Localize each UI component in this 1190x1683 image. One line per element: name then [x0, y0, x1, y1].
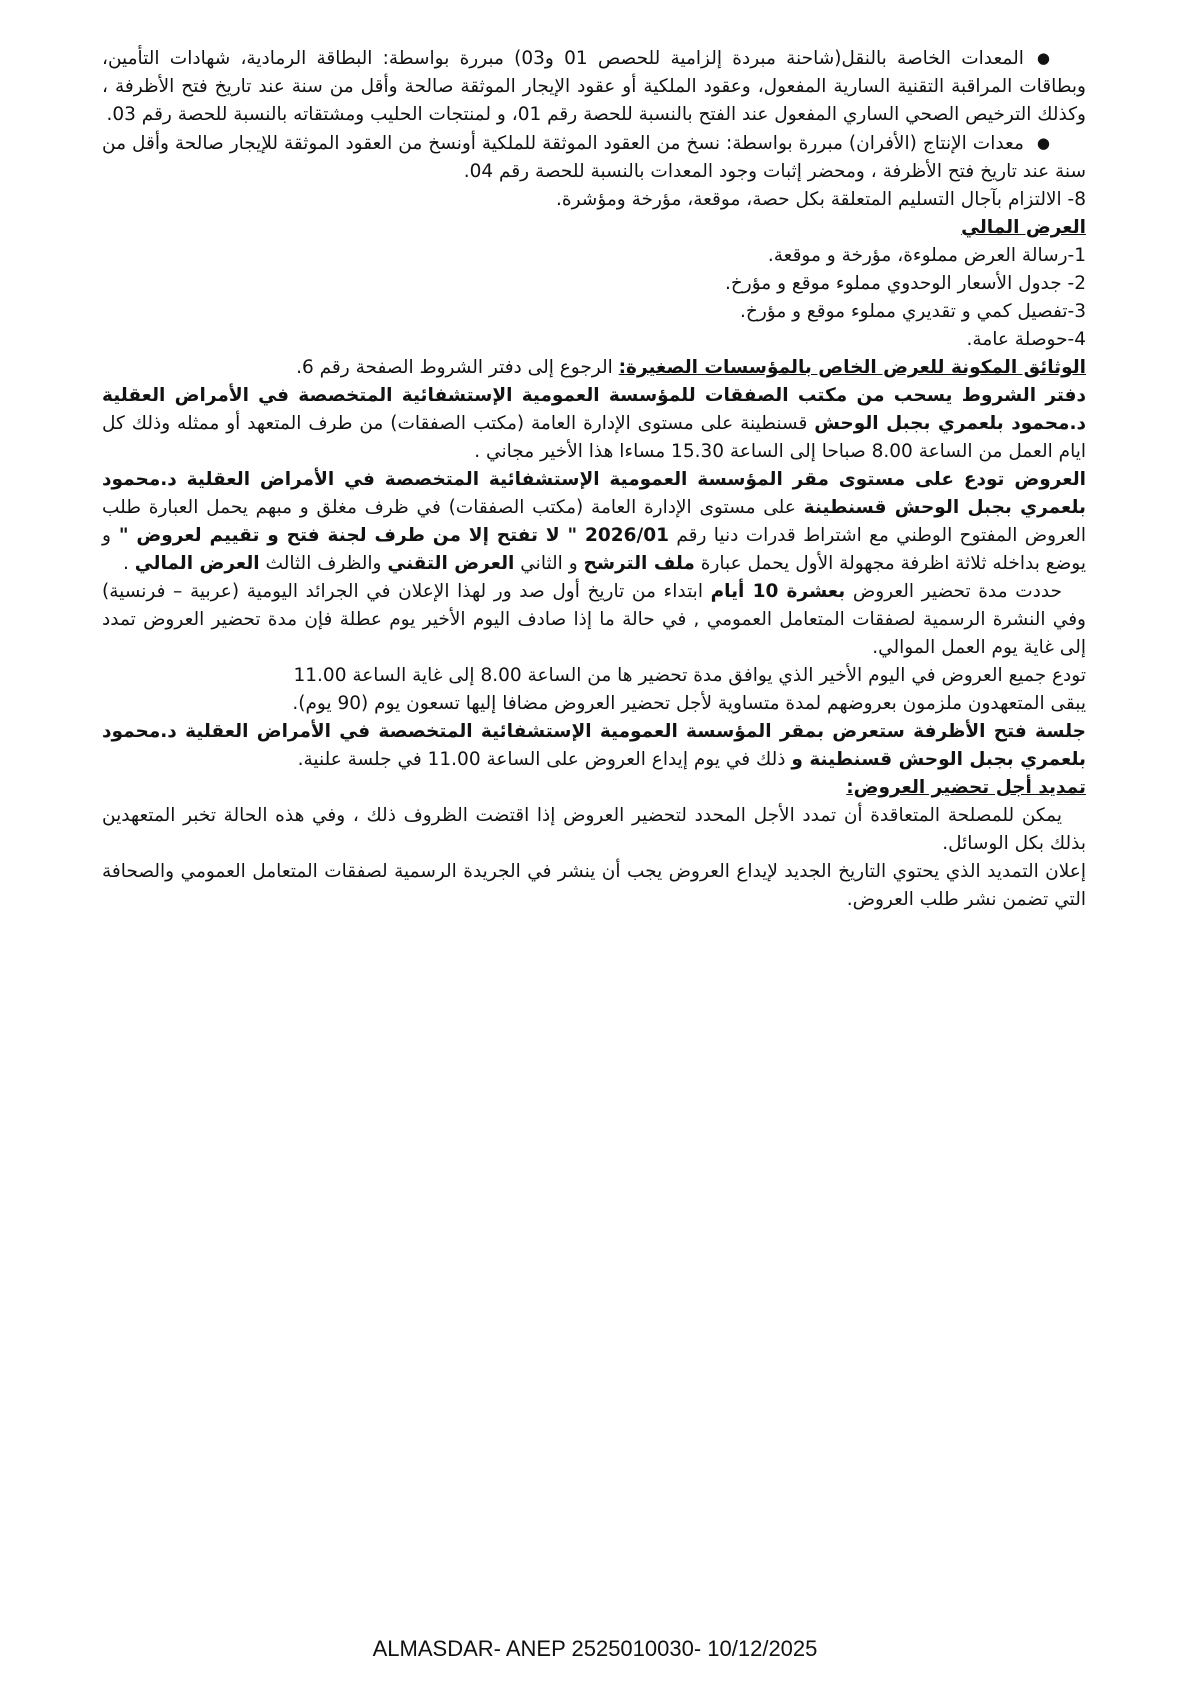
section-heading-text: تمديد أجل تحضير العروض:: [846, 777, 1086, 798]
section-heading-extension: [102, 774, 1086, 802]
paragraph-delivery-obligation: 8- الالتزام بآجال التسليم المتعلقة بكل حصة، موقعة، مؤرخة ومؤشرة.: [556, 189, 1086, 210]
paragraph-offers-deposit: [102, 466, 1086, 578]
paragraph-small-enterprises-documents: [102, 354, 1086, 382]
paragraph-offers-validity: يبقى المتعهدون ملزمون بعروضهم لمدة متساوية لأجل تحضير العروض مضافا إليها تسعون يوم (90 يوم).: [292, 693, 1086, 714]
paragraph-opening-session: [102, 718, 1086, 774]
paragraph-preparation-period: [102, 578, 1086, 662]
paragraph-cahier-withdrawal: [102, 382, 1086, 466]
paragraph-submission-day: تودع جميع العروض في اليوم الأخير الذي يوافق مدة تحضير ها من الساعة 8.00 إلى غاية الساعة 11.00: [293, 665, 1086, 686]
preparation-duration: بعشرة 10 أيام: [710, 581, 846, 602]
opening-session-institution-text: جلسة فتح الأظرفة ستعرض بمقر المؤسسة العمومية الإستشفائية المتخصصة في الأمراض العقلية د.محمود بلعمري بجبل الوحش قسنطينة و: [102, 721, 1086, 770]
deposit-text: و يوضع بداخله ثلاثة اظرفة مجهولة الأول يحمل عبارة: [102, 525, 1086, 574]
financial-item-3: 3-تفصيل كمي و تقديري مملوء موقع و مؤرخ.: [740, 301, 1086, 322]
bullet-icon: ●: [1036, 49, 1050, 67]
deposit-institution-text: العروض تودع على مستوى مقر المؤسسة العمومية الإستشفائية المتخصصة في الأمراض العقلية د.محمود بلعمري بجبل الوحش قسنطينة: [102, 469, 1086, 518]
cahier-institution-text: دفتر الشروط يسحب من مكتب الصفقات للمؤسسة العمومية الإستشفائية المتخصصة في الأمراض العقلية د.محمود بلعمري بجبل الوحش: [102, 385, 1087, 434]
deposit-text: و الثاني: [514, 553, 584, 574]
technical-offer-label: العرض التقني: [387, 553, 515, 574]
cahier-details-text: قسنطينة على مستوى الإدارة العامة (مكتب الصفقات) من طرف المتعهد أو ممثله وذلك كل ايام العمل من الساعة 8.00 صباحا إلى الساعة 15.30 مساءا هذا الأخير مجاني .: [102, 413, 1086, 462]
bullet-icon: ●: [1036, 134, 1050, 152]
envelope-warning-text: " لا تفتح إلا من طرف لجنة فتح و تقييم لعروض ": [110, 525, 586, 546]
bullet-item-production-equipment: [102, 129, 1086, 186]
paragraph-extension-possibility: يمكن للمصلحة المتعاقدة أن تمدد الأجل المحدد لتحضير العروض إذا اقتضت الظروف ذلك ، وفي هذه الحالة تخبر المتعهدين بذلك بكل الوسائل.: [102, 805, 1086, 854]
deposit-text: والظرف الثالث: [259, 553, 388, 574]
document-body: [102, 44, 1086, 914]
bullet-item-text: معدات الإنتاج (الأفران) مبررة بواسطة: نسخ من العقود الموثقة للملكية أونسخ من العقود الموثقة للإيجار صالحة وأقل من سنة عند تاريخ فتح الأظرفة ، ومحضر إثبات وجود المعدات بالنسبة للحصة رقم 04.: [102, 133, 1086, 182]
financial-item-1: 1-رسالة العرض مملوءة، مؤرخة و موقعة.: [767, 245, 1086, 266]
paragraph-extension-publication: إعلان التمديد الذي يحتوي التاريخ الجديد لإيداع العروض يجب أن ينشر في الجريدة الرسمية لصفقات المتعامل العمومي والصحافة التي تضمن نشر طلب العروض.: [102, 861, 1086, 910]
candidacy-file-label: ملف الترشح: [583, 553, 695, 574]
financial-item-4: 4-حوصلة عامة.: [966, 329, 1086, 350]
financial-offer-label: العرض المالي: [134, 553, 260, 574]
deposit-text: .: [123, 553, 135, 574]
small-enterprises-label: الوثائق المكونة للعرض الخاص بالمؤسسات الصغيرة:: [618, 357, 1086, 378]
section-heading-text: العرض المالي: [961, 217, 1086, 238]
preparation-text: حددت مدة تحضير العروض: [845, 581, 1062, 602]
section-heading-financial-offer: [102, 214, 1086, 242]
small-enterprises-text: الرجوع إلى دفتر الشروط الصفحة رقم 6.: [296, 357, 619, 378]
deposit-text: على مستوى الإدارة العامة (مكتب الصفقات) في ظرف مغلق و مبهم يحمل العبارة طلب العروض المفتوح الوطني مع اشتراط قدرات دنيا رقم: [102, 497, 1086, 546]
tender-number: 2026/01: [585, 525, 670, 546]
bullet-item-transport-equipment: [102, 44, 1086, 129]
footer-anep-reference: ALMASDAR- ANEP 2525010030- 10/12/2025: [372, 1636, 818, 1661]
bullet-item-text: المعدات الخاصة بالنقل(شاحنة مبردة إلزامية للحصص 01 و03) مبررة بواسطة: البطاقة الرمادية، شهادات التأمين، وبطاقات المراقبة التقنية السارية المفعول، وعقود الملكية أو عقود الإيجار الموثقة صالحة وأقل من سنة عند تاريخ فتح الأظرفة ، وكذلك الترخيص الصحي الساري المفعول عند الفتح بالنسبة للحصة رقم 01، و لمنتجات الحليب ومشتقاته بالنسبة للحصة رقم 03.: [102, 48, 1086, 125]
opening-session-text: ذلك في يوم إيداع العروض على الساعة 11.00 في جلسة علنية.: [297, 749, 792, 770]
financial-item-2: 2- جدول الأسعار الوحدوي مملوء موقع و مؤرخ.: [724, 273, 1086, 294]
preparation-text: ابتداء من تاريخ أول صد ور لهذا الإعلان في الجرائد اليومية (عربية – فرنسية) وفي النشرة الرسمية لصفقات المتعامل العمومي , في حالة ما إذا صادف اليوم الأخير يوم عطلة فإن مدة تحضير العروض تمدد إلى غاية يوم العمل الموالي.: [102, 581, 1086, 658]
